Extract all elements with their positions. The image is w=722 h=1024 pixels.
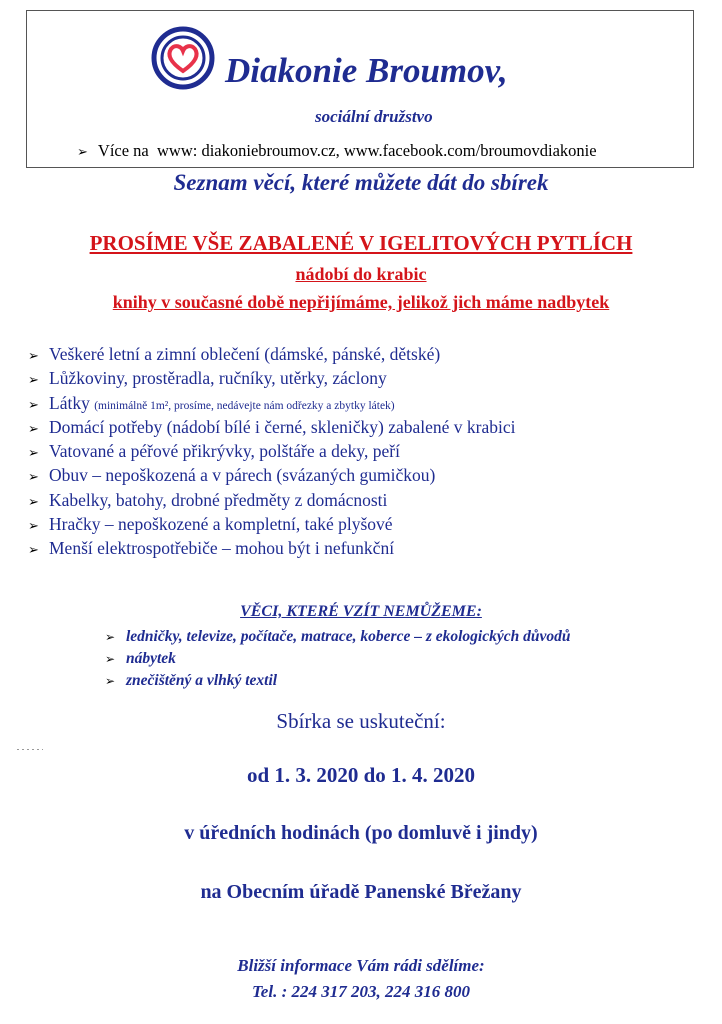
rejected-items-list: [105, 628, 571, 694]
notice-bags: PROSÍME VŠE ZABALENÉ V IGELITOVÝCH PYTLÍCH: [89, 231, 633, 255]
list-item: ➢ znečištěný a vlhký textil: [105, 672, 278, 689]
arrow-bullet-icon: ➢: [105, 630, 116, 644]
arrow-bullet-icon: ➢: [28, 421, 39, 437]
contact-intro: Bližší informace Vám rádi sdělíme:: [237, 956, 485, 975]
org-subtitle: sociální družstvo: [315, 107, 433, 126]
page-title: Seznam věcí, které můžete dát do sbírek: [173, 170, 549, 195]
arrow-bullet-icon: ➢: [105, 652, 116, 666]
list-item: ➢ ledničky, televize, počítače, matrace, koberce – z ekologických důvodů: [105, 628, 571, 645]
list-item: ➢ Obuv – nepoškozená a v párech (svázaných gumičkou): [28, 465, 436, 486]
list-item: ➢ Veškeré letní a zimní oblečení (dámské, pánské, dětské): [28, 344, 441, 364]
arrow-bullet-icon: ➢: [28, 349, 39, 364]
collection-place: na Obecním úřadě Panenské Břežany: [200, 881, 522, 903]
arrow-bullet-icon: ➢: [28, 543, 39, 559]
notice-books: knihy v současné době nepřijímáme, jelikož jich máme nadbytek: [112, 292, 610, 312]
arrow-bullet-icon: ➢: [105, 674, 116, 688]
accepted-items-list: [28, 344, 515, 563]
rejected-title: VĚCI, KTERÉ VZÍT NEMŮŽEME:: [240, 603, 482, 620]
arrow-bullet-icon: ➢: [28, 470, 39, 486]
web-links-line: [77, 141, 597, 161]
item-note: (minimálně 1m², prosíme, nedávejte nám odřezky a zbytky látek): [94, 399, 395, 412]
list-item: ➢ Lůžkoviny, prostěradla, ručníky, utěrky, záclony: [28, 368, 387, 389]
list-item: ➢ Vatované a péřové přikrývky, polštáře a deky, peří: [28, 441, 400, 462]
arrow-bullet-icon: ➢: [28, 519, 39, 535]
org-name: Diakonie Broumov,: [225, 51, 508, 90]
contact-phone: Tel. : 224 317 203, 224 316 800: [251, 982, 470, 1001]
header-box: [26, 10, 694, 168]
web-prefix: Více na: [97, 141, 149, 160]
list-item: ➢ nábytek: [105, 650, 176, 667]
collection-intro: Sbírka se uskuteční:: [276, 709, 446, 733]
list-item: ➢ Hračky – nepoškozené a kompletní, také plyšové: [28, 514, 393, 535]
list-item: ➢ Domácí potřeby (nádobí bílé i černé, skleničky) zabalené v krabici: [28, 416, 516, 437]
list-item: ➢ Látky (minimálně 1m², prosíme, nedávejte nám odřezky a zbytky látek): [28, 392, 395, 413]
heart-circle-logo-icon: [146, 25, 220, 91]
collection-hours: v úředních hodinách (po domluvě i jindy): [184, 822, 538, 844]
arrow-bullet-icon: ➢: [28, 397, 39, 413]
web-links[interactable]: www: diakoniebroumov.cz, www.facebook.com/broumovdiakonie: [157, 141, 597, 160]
notice-dishes: nádobí do krabic: [295, 264, 427, 284]
arrow-bullet-icon: ➢: [28, 446, 39, 462]
scan-mark-decoration: [17, 748, 43, 751]
arrow-bullet-icon: ➢: [77, 145, 88, 160]
list-item: ➢ Kabelky, batohy, drobné předměty z domácnosti: [28, 489, 388, 510]
collection-dates: od 1. 3. 2020 do 1. 4. 2020: [246, 763, 476, 787]
arrow-bullet-icon: ➢: [28, 494, 39, 510]
arrow-bullet-icon: ➢: [28, 373, 39, 389]
list-item: ➢ Menší elektrospotřebiče – mohou být i nefunkční: [28, 538, 395, 559]
